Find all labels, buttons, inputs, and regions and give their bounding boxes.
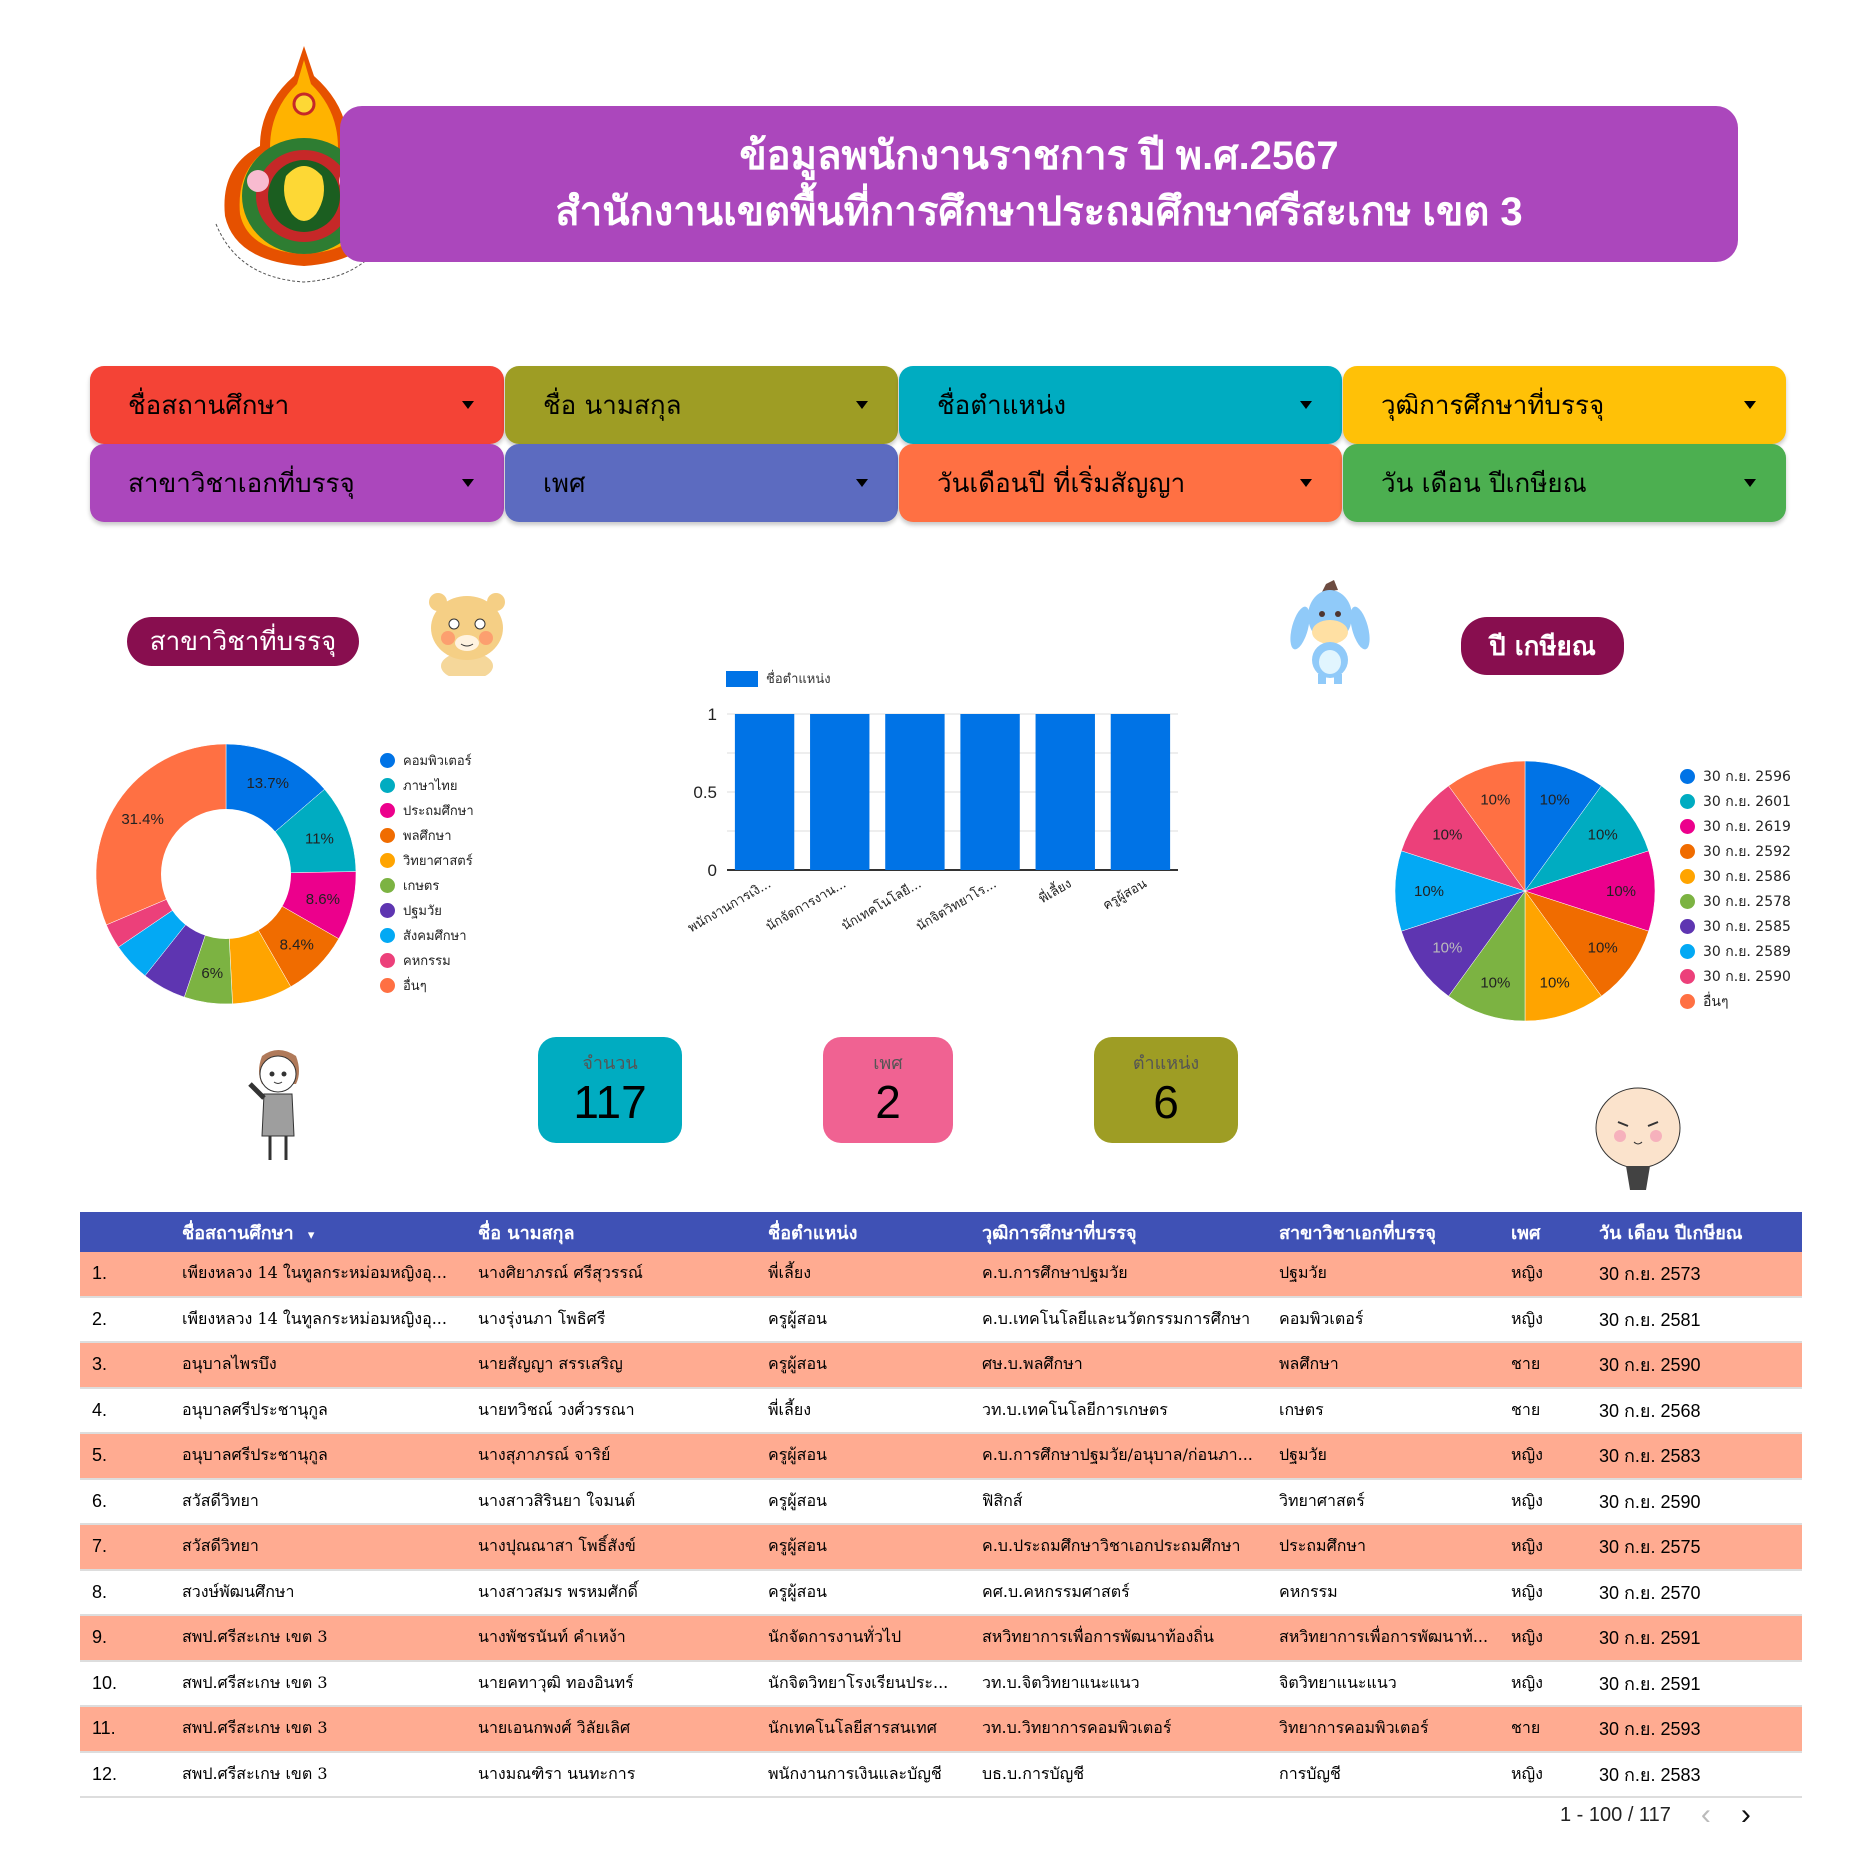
col-header-retirement[interactable]: วัน เดือน ปีเกษียณ — [1599, 1222, 1743, 1244]
school-cell: สพป.ศรีสะเกษ เขต 3 — [182, 1718, 328, 1738]
slice-label: 10% — [1432, 939, 1463, 957]
page-subtitle: สำนักงานเขตพื้นที่การศึกษาประถมศึกษาศรีสะเกษ เขต 3 — [555, 190, 1523, 234]
scorecard-value: 117 — [573, 1076, 647, 1128]
position-cell: ครูผู้สอน — [768, 1445, 827, 1465]
gender-cell: หญิง — [1511, 1763, 1543, 1783]
name-cell: นางสุภาภรณ์ จาริย์ — [478, 1445, 611, 1465]
position-cell: ครูผู้สอน — [768, 1536, 827, 1556]
row-index: 7. — [92, 1536, 108, 1557]
filter-retirement-date[interactable] — [1343, 444, 1786, 522]
school-cell: สวงษ์พัฒนศึกษา — [182, 1581, 295, 1601]
slice-label: 31.4% — [121, 810, 164, 828]
row-index: 1. — [92, 1263, 108, 1284]
bear-mascot-icon — [426, 588, 508, 676]
position-cell: ครูผู้สอน — [768, 1354, 827, 1374]
retirement-date-cell: 30 ก.ย. 2570 — [1599, 1582, 1701, 1603]
legend-label: คอมพิวเตอร์ — [403, 754, 472, 769]
legend-item[interactable] — [380, 923, 474, 948]
major-cell: เกษตร — [1279, 1399, 1324, 1419]
legend-dot-icon — [1680, 969, 1695, 984]
bar[interactable] — [810, 714, 869, 870]
x-tick-label: นักเทคโนโลยี... — [839, 876, 925, 935]
slice-label: 10% — [1413, 883, 1445, 900]
legend-label: 30 ก.ย. 2596 — [1703, 768, 1791, 785]
gender-cell: หญิง — [1511, 1581, 1543, 1601]
name-cell: นางปุณณาสา โพธิ์สังข์ — [478, 1536, 636, 1556]
slice-label: 10% — [1587, 939, 1618, 957]
row-index: 5. — [92, 1445, 108, 1466]
row-index: 10. — [92, 1672, 118, 1693]
qualification-cell: วท.บ.วิทยาการคอมพิวเตอร์ — [982, 1718, 1172, 1738]
legend-label: 30 ก.ย. 2619 — [1703, 818, 1791, 835]
name-cell: นายคทาวุฒิ ทองอินทร์ — [478, 1672, 634, 1692]
retirement-date-cell: 30 ก.ย. 2573 — [1599, 1264, 1701, 1285]
slice-label: 11% — [304, 830, 334, 848]
legend-item[interactable] — [380, 748, 474, 773]
table-row[interactable] — [80, 1753, 1802, 1799]
sort-desc-icon[interactable]: ▾ — [307, 1227, 315, 1243]
legend-item[interactable] — [380, 948, 474, 973]
school-cell: อนุบาลศรีประชานุกูล — [182, 1445, 328, 1465]
retirement-pie-chart — [1392, 758, 1658, 1024]
legend-item[interactable] — [1680, 764, 1791, 789]
name-cell: นายสัญญา สรรเสริญ — [478, 1354, 623, 1374]
legend-label: 30 ก.ย. 2589 — [1703, 943, 1791, 960]
legend-item[interactable] — [1680, 939, 1791, 964]
gender-cell: ชาย — [1511, 1718, 1541, 1738]
legend-item[interactable] — [1680, 789, 1791, 814]
col-header-qualification[interactable]: วุฒิการศึกษาที่บรรจุ — [982, 1222, 1137, 1244]
row-index: 6. — [92, 1490, 108, 1511]
legend-label: เกษตร — [403, 879, 440, 894]
position-cell: ครูผู้สอน — [768, 1581, 827, 1601]
gender-cell: หญิง — [1511, 1536, 1543, 1556]
row-index: 3. — [92, 1354, 108, 1375]
legend-item[interactable] — [380, 973, 474, 998]
table-row[interactable] — [80, 1298, 1802, 1344]
legend-dot-icon — [380, 903, 395, 918]
qualification-cell: ศษ.บ.พลศึกษา — [982, 1354, 1083, 1374]
legend-label: อื่นๆ — [403, 979, 427, 994]
major-cell: คอมพิวเตอร์ — [1279, 1308, 1364, 1328]
x-tick-label: ครูผู้สอน — [1100, 876, 1150, 914]
legend-label: คหกรรม — [403, 954, 451, 969]
bar[interactable] — [1111, 714, 1170, 870]
school-cell: สพป.ศรีสะเกษ เขต 3 — [182, 1672, 328, 1692]
office-woman-mascot-icon — [244, 1044, 312, 1166]
filter-label: วัน เดือน ปีเกษียณ — [1381, 468, 1587, 499]
retirement-date-cell: 30 ก.ย. 2583 — [1599, 1446, 1701, 1467]
school-cell: เพียงหลวง 14 ในทูลกระหม่อมหญิงอุ... — [182, 1263, 447, 1283]
legend-label: วิทยาศาสตร์ — [403, 854, 473, 869]
major-cell: วิทยาการคอมพิวเตอร์ — [1279, 1718, 1429, 1738]
scorecard-label: จำนวน — [582, 1053, 638, 1074]
retirement-date-cell: 30 ก.ย. 2593 — [1599, 1719, 1701, 1740]
qualification-cell: ค.บ.การศึกษาปฐมวัย — [982, 1263, 1128, 1283]
x-tick-label: พนักงานการเงิ... — [685, 876, 774, 937]
school-cell: สพป.ศรีสะเกษ เขต 3 — [182, 1763, 328, 1783]
table-row[interactable] — [80, 1480, 1802, 1526]
position-cell: ครูผู้สอน — [768, 1490, 827, 1510]
retirement-date-cell: 30 ก.ย. 2591 — [1599, 1673, 1701, 1694]
legend-dot-icon — [1680, 794, 1695, 809]
legend-item[interactable] — [380, 873, 474, 898]
pagination — [1560, 1800, 1751, 1830]
table-header — [80, 1212, 1802, 1252]
position-cell: นักจัดการงานทั่วไป — [768, 1627, 902, 1647]
col-header-position[interactable]: ชื่อตำแหน่ง — [768, 1222, 858, 1244]
legend-label: 30 ก.ย. 2585 — [1703, 918, 1791, 935]
gender-cell: หญิง — [1511, 1263, 1543, 1283]
scorecard-label: เพศ — [873, 1053, 903, 1074]
legend-dot-icon — [380, 928, 395, 943]
name-cell: นางพัชรนันท์ คำเหง้า — [478, 1627, 626, 1647]
legend-item[interactable] — [380, 848, 474, 873]
position-cell: นักเทคโนโลยีสารสนเทศ — [768, 1718, 937, 1738]
bar[interactable] — [735, 714, 794, 870]
major-cell: ปฐมวัย — [1279, 1445, 1327, 1465]
legend-label: 30 ก.ย. 2586 — [1703, 868, 1791, 885]
table-row[interactable] — [80, 1252, 1802, 1298]
subject-donut-chart — [90, 738, 362, 1010]
legend-label: พลศึกษา — [403, 829, 452, 844]
employee-table — [80, 1212, 1802, 1798]
scorecard-position — [1094, 1037, 1238, 1143]
prev-page-button[interactable]: ‹ — [1700, 1798, 1711, 1831]
table-row[interactable] — [80, 1343, 1802, 1389]
retirement-date-cell: 30 ก.ย. 2591 — [1599, 1628, 1701, 1649]
row-index: 12. — [92, 1763, 118, 1784]
scorecard-value: 2 — [875, 1076, 901, 1128]
major-cell: ประถมศึกษา — [1279, 1536, 1366, 1556]
legend-item[interactable] — [1680, 864, 1791, 889]
bar-chart-legend — [726, 668, 831, 689]
gender-cell: หญิง — [1511, 1308, 1543, 1328]
filter-full-name[interactable] — [505, 366, 898, 444]
legend-dot-icon — [380, 753, 395, 768]
dropdown-caret-icon — [1300, 401, 1312, 409]
position-cell: นักจิตวิทยาโรงเรียนประ... — [768, 1672, 949, 1692]
position-cell: พี่เลี้ยง — [768, 1263, 812, 1283]
row-index: 2. — [92, 1308, 108, 1329]
major-cell: วิทยาศาสตร์ — [1279, 1490, 1365, 1510]
position-cell: พนักงานการเงินและบัญชี — [768, 1763, 942, 1783]
filter-position[interactable] — [899, 366, 1342, 444]
gender-cell: หญิง — [1511, 1627, 1543, 1647]
legend-label: ภาษาไทย — [403, 779, 458, 794]
retirement-date-cell: 30 ก.ย. 2575 — [1599, 1537, 1701, 1558]
school-cell: อนุบาลศรีประชานุกูล — [182, 1399, 328, 1419]
major-cell: การบัญชี — [1279, 1763, 1341, 1783]
page-range: 1 - 100 / 117 — [1560, 1803, 1671, 1826]
qualification-cell: สหวิทยาการเพื่อการพัฒนาท้องถิ่น — [982, 1627, 1214, 1647]
dropdown-caret-icon — [1744, 479, 1756, 487]
row-index: 8. — [92, 1581, 108, 1602]
section-title-retirement: ปี เกษียณ — [1461, 617, 1624, 675]
legend-label: 30 ก.ย. 2578 — [1703, 893, 1791, 910]
legend-item[interactable] — [1680, 839, 1791, 864]
filter-label: ชื่อสถานศึกษา — [128, 390, 290, 421]
legend-item[interactable] — [1680, 989, 1791, 1014]
slice-label: 8.4% — [279, 936, 314, 954]
slice-label: 10% — [1539, 974, 1570, 992]
legend-item[interactable] — [380, 773, 474, 798]
legend-item[interactable] — [1680, 814, 1791, 839]
scorecard-label: ตำแหน่ง — [1132, 1053, 1200, 1074]
legend-label: อื่นๆ — [1703, 993, 1729, 1010]
legend-label: ชื่อตำแหน่ง — [766, 672, 831, 687]
qualification-cell: วท.บ.จิตวิทยาแนะแนว — [982, 1672, 1140, 1692]
col-header-name[interactable]: ชื่อ นามสกุล — [478, 1222, 575, 1244]
table-row[interactable] — [80, 1571, 1802, 1617]
retirement-date-cell: 30 ก.ย. 2583 — [1599, 1764, 1701, 1785]
legend-dot-icon — [1680, 769, 1695, 784]
legend-dot-icon — [380, 828, 395, 843]
name-cell: นางสาวสมร พรหมศักดิ์ — [478, 1581, 638, 1601]
retirement-date-cell: 30 ก.ย. 2568 — [1599, 1400, 1701, 1421]
row-index: 9. — [92, 1627, 108, 1648]
legend-dot-icon — [380, 803, 395, 818]
table-row[interactable] — [80, 1434, 1802, 1480]
dropdown-caret-icon — [462, 479, 474, 487]
subject-chart-legend — [380, 748, 474, 998]
retirement-date-cell: 30 ก.ย. 2590 — [1599, 1355, 1701, 1376]
gender-cell: หญิง — [1511, 1672, 1543, 1692]
dropdown-caret-icon — [1744, 401, 1756, 409]
legend-label: ปฐมวัย — [403, 904, 442, 919]
dropdown-caret-icon — [856, 401, 868, 409]
row-index: 11. — [92, 1718, 116, 1739]
legend-item[interactable] — [380, 798, 474, 823]
position-cell: ครูผู้สอน — [768, 1308, 827, 1328]
y-tick-label: 1 — [707, 705, 717, 724]
school-cell: สวัสดีวิทยา — [182, 1536, 259, 1556]
section-title-subject: สาขาวิชาที่บรรจุ — [127, 617, 359, 666]
filter-label: วันเดือนปี ที่เริ่มสัญญา — [937, 468, 1186, 499]
gender-cell: ชาย — [1511, 1399, 1541, 1419]
name-cell: นายทวิชณ์ วงศ์วรรณา — [478, 1399, 635, 1419]
major-cell: จิตวิทยาแนะแนว — [1279, 1672, 1397, 1692]
slice-label: 6% — [201, 965, 224, 983]
filter-qualification[interactable] — [1343, 366, 1786, 444]
filter-label: ชื่อตำแหน่ง — [937, 390, 1067, 421]
qualification-cell: บธ.บ.การบัญชี — [982, 1763, 1085, 1783]
legend-dot-icon — [380, 953, 395, 968]
retirement-date-cell: 30 ก.ย. 2581 — [1599, 1309, 1701, 1330]
name-cell: นายเอนกพงศ์ วิลัยเลิศ — [478, 1718, 631, 1738]
donkey-mascot-icon — [1290, 580, 1370, 686]
legend-item[interactable] — [1680, 914, 1791, 939]
filter-label: เพศ — [543, 468, 586, 499]
legend-dot-icon — [1680, 869, 1695, 884]
gender-cell: หญิง — [1511, 1490, 1543, 1510]
legend-swatch — [726, 671, 758, 687]
scorecard-value: 6 — [1153, 1076, 1179, 1128]
bar[interactable] — [960, 714, 1019, 870]
scorecard-gender — [823, 1037, 953, 1143]
name-cell: นางรุ่งนภา โพธิศรี — [478, 1308, 606, 1328]
name-cell: นางมณฑิรา นนทะการ — [478, 1763, 636, 1783]
col-header-school[interactable] — [182, 1218, 478, 1247]
legend-item[interactable] — [380, 898, 474, 923]
position-cell: พี่เลี้ยง — [768, 1399, 812, 1419]
y-tick-label: 0.5 — [693, 783, 717, 802]
page-title-banner — [340, 106, 1738, 262]
col-header-gender[interactable]: เพศ — [1511, 1222, 1541, 1244]
legend-dot-icon — [1680, 919, 1695, 934]
table-row[interactable] — [80, 1525, 1802, 1571]
table-body — [80, 1252, 1802, 1798]
filter-label: ชื่อ นามสกุล — [543, 390, 682, 421]
x-tick-label: พี่เลี้ยง — [1036, 876, 1075, 907]
slice-label: 10% — [1480, 974, 1511, 992]
dropdown-caret-icon — [856, 479, 868, 487]
school-cell: สพป.ศรีสะเกษ เขต 3 — [182, 1627, 328, 1647]
legend-label: ประถมศึกษา — [403, 804, 474, 819]
filter-label: สาขาวิชาเอกที่บรรจุ — [128, 468, 355, 499]
next-page-button[interactable]: › — [1740, 1798, 1751, 1831]
qualification-cell: วท.บ.เทคโนโลยีการเกษตร — [982, 1399, 1168, 1419]
qualification-cell: ฟิสิกส์ — [982, 1490, 1023, 1510]
bar[interactable] — [1036, 714, 1095, 870]
slice-label: 10% — [1539, 791, 1570, 809]
legend-item[interactable] — [1680, 964, 1791, 989]
table-row[interactable] — [80, 1389, 1802, 1435]
legend-dot-icon — [380, 978, 395, 993]
slice-label: 10% — [1605, 883, 1637, 900]
legend-dot-icon — [1680, 994, 1695, 1009]
legend-label: 30 ก.ย. 2601 — [1703, 793, 1791, 810]
qualification-cell: ค.บ.ประถมศึกษาวิชาเอกประถมศึกษา — [982, 1536, 1241, 1556]
bald-man-mascot-icon — [1590, 1084, 1686, 1192]
qualification-cell: ค.บ.เทคโนโลยีและนวัตกรรมการศึกษา — [982, 1308, 1251, 1328]
retirement-date-cell: 30 ก.ย. 2590 — [1599, 1491, 1701, 1512]
col-header-label: ชื่อสถานศึกษา — [182, 1222, 294, 1244]
col-header-major[interactable]: สาขาวิชาเอกที่บรรจุ — [1279, 1222, 1436, 1244]
row-index: 4. — [92, 1399, 108, 1420]
x-tick-label: นักจิตวิทยาโร... — [913, 876, 1000, 935]
dropdown-caret-icon — [1300, 479, 1312, 487]
filter-contract-start-date[interactable] — [899, 444, 1342, 522]
retirement-chart-legend — [1680, 764, 1791, 1014]
filter-school-name[interactable] — [90, 366, 504, 444]
slice-label: 10% — [1432, 826, 1463, 844]
legend-label: สังคมศึกษา — [403, 929, 467, 944]
table-row[interactable] — [80, 1707, 1802, 1753]
position-bar-chart — [660, 700, 1200, 960]
legend-dot-icon — [380, 878, 395, 893]
gender-cell: หญิง — [1511, 1445, 1543, 1465]
legend-item[interactable] — [380, 823, 474, 848]
y-tick-label: 0 — [707, 861, 717, 880]
bar[interactable] — [885, 714, 944, 870]
school-cell: สวัสดีวิทยา — [182, 1490, 259, 1510]
slice-label: 10% — [1587, 826, 1618, 844]
legend-dot-icon — [1680, 894, 1695, 909]
school-cell: เพียงหลวง 14 ในทูลกระหม่อมหญิงอุ... — [182, 1308, 447, 1328]
slice-label: 13.7% — [246, 775, 289, 793]
qualification-cell: ค.บ.การศึกษาปฐมวัย/อนุบาล/ก่อนภา... — [982, 1445, 1253, 1465]
legend-dot-icon — [1680, 944, 1695, 959]
scorecard-count — [538, 1037, 682, 1143]
legend-dot-icon — [1680, 844, 1695, 859]
major-cell: คหกรรม — [1279, 1581, 1338, 1601]
slice-label: 10% — [1480, 791, 1511, 809]
filter-major[interactable] — [90, 444, 504, 522]
legend-dot-icon — [1680, 819, 1695, 834]
major-cell: พลศึกษา — [1279, 1354, 1339, 1374]
legend-dot-icon — [380, 853, 395, 868]
legend-dot-icon — [380, 778, 395, 793]
major-cell: ปฐมวัย — [1279, 1263, 1327, 1283]
dropdown-caret-icon — [462, 401, 474, 409]
table-row[interactable] — [80, 1662, 1802, 1708]
page-title: ข้อมูลพนักงานราชการ ปี พ.ศ.2567 — [739, 134, 1339, 178]
major-cell: สหวิทยาการเพื่อการพัฒนาท้... — [1279, 1627, 1489, 1647]
slice-label: 8.6% — [305, 890, 340, 908]
x-tick-label: นักจัดการงาน... — [763, 876, 849, 935]
filter-label: วุฒิการศึกษาที่บรรจุ — [1381, 390, 1605, 421]
name-cell: นางสาวสิรินยา ใจมนต์ — [478, 1490, 636, 1510]
table-row[interactable] — [80, 1616, 1802, 1662]
gender-cell: ชาย — [1511, 1354, 1541, 1374]
legend-label: 30 ก.ย. 2590 — [1703, 968, 1791, 985]
filter-gender[interactable] — [505, 444, 898, 522]
qualification-cell: คศ.บ.คหกรรมศาสตร์ — [982, 1581, 1130, 1601]
school-cell: อนุบาลไพรบึง — [182, 1354, 277, 1374]
legend-item[interactable] — [1680, 889, 1791, 914]
name-cell: นางศิยาภรณ์ ศรีสุวรรณ์ — [478, 1263, 643, 1283]
legend-label: 30 ก.ย. 2592 — [1703, 843, 1791, 860]
